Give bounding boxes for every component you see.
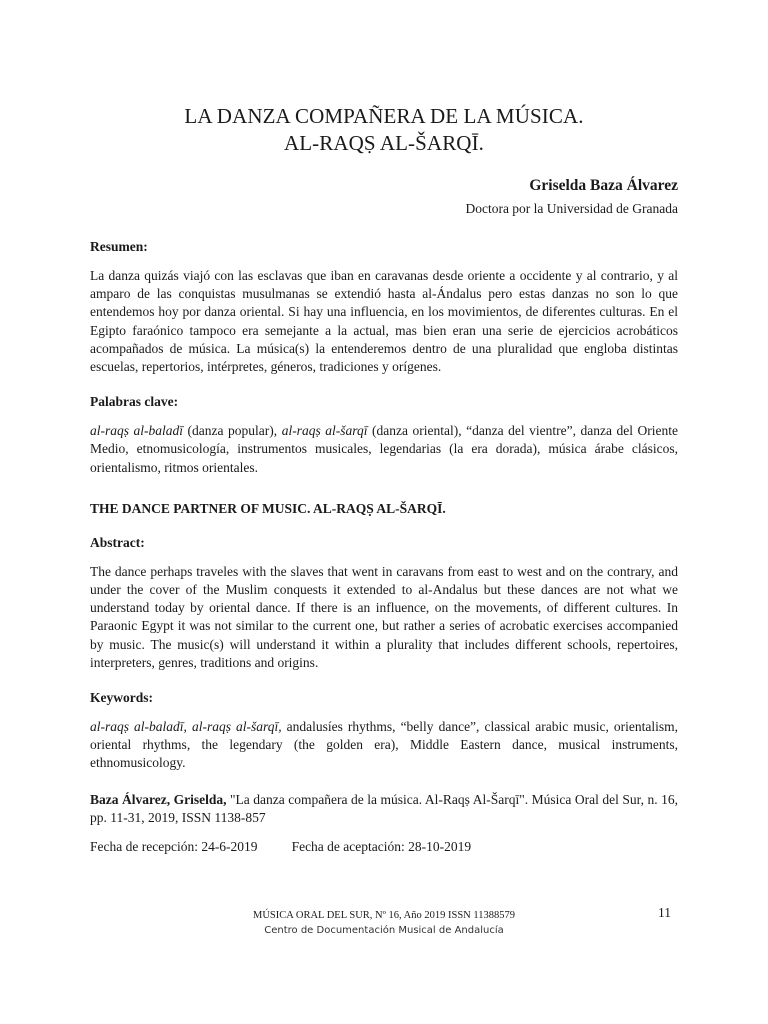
citation: [90, 791, 678, 827]
dates-line: [90, 839, 678, 855]
keywords-text: [90, 718, 678, 773]
page-footer: [0, 908, 768, 938]
acceptance-date: Fecha de aceptación: 28-10-2019: [291, 839, 472, 855]
palabras-clave-heading: Palabras clave:: [90, 394, 179, 410]
resumen-heading: Resumen:: [90, 239, 148, 254]
abstract-text: The dance perhaps traveles with the slaves that went in caravans from east to west and on the contrary, and under the cover of the Muslim conquests it extended to al-Andalus but these dances are not what we understand today by oriental dance. If there is an influence, on the movements, of different cultures. In Paraonic Egypt it was not similar to the current one, but rather a series of acrobatic exercises accompanied by music. The music(s) will understand it within a plurality that includes different schools, repertoires, interpreters, genres, traditions and origins.: [90, 563, 678, 670]
citation-text: "La danza compañera de la música. Al-Raqṣ Al-Šarqī". Música Oral del Sur, n. 16, pp. 11-31, 2019, ISSN 1138-857: [90, 791, 678, 825]
english-title: THE DANCE PARTNER OF MUSIC. AL-RAQṢ AL-ŠARQĪ.: [90, 500, 446, 516]
keyword-text-1: (danza popular),: [183, 423, 282, 439]
article-page: [90, 0, 678, 855]
title-line-2: AL-RAQṢ AL-ŠARQĪ.: [283, 131, 485, 155]
keywords-heading: Keywords:: [90, 690, 153, 706]
resumen-text: La danza quizás viajó con las esclavas que iban en caravanas desde oriente a occidente y al contrario, y al amparo de las conquistas musulmanas se extendió hasta al-Ándalus pero estas danzas no son lo que entendemos hoy por danza oriental. Si hay una influencia, en los movimientos, de diferentes culturas. En el Egipto faraónico tampoco era semejante a la actual, mas bien eran una serie de ejercicios acrobáticos acompañados de música. La música(s) la entenderemos dentro de una pluralidad que engloba distintas escuelas, repertorios, intérpretes, géneros, tradiciones y orígenes.: [90, 268, 678, 375]
author-affiliation: Doctora por la Universidad de Granada: [465, 201, 678, 216]
reception-date: Fecha de recepción: 24-6-2019: [90, 839, 258, 855]
footer-journal: MÚSICA ORAL DEL SUR, Nº 16, Año 2019 ISSN 11388579: [253, 910, 515, 921]
title-line-1: LA DANZA COMPAÑERA DE LA MÚSICA.: [184, 104, 584, 128]
keyword-sarqi: al-raqṣ al-šarqī: [281, 423, 368, 439]
page-number: 11: [658, 905, 671, 920]
author-name: Griselda Baza Álvarez: [529, 177, 678, 194]
keyword-baladi: al-raqṣ al-baladī: [90, 423, 184, 439]
keyword-text-2: (danza oriental), “danza del vientre”, danza del Oriente Medio, etnomusicología, instrumentos musicales, legendarias (la era dorada), música árabe clásicos, orientalismo, ritmos orientales.: [90, 423, 678, 475]
palabras-clave-text: [90, 422, 678, 477]
keywords-terms: al-raqṣ al-baladī, al-raqṣ al-šarqī,: [90, 719, 282, 735]
footer-center: Centro de Documentación Musical de Andalucía: [264, 925, 504, 936]
abstract-heading: Abstract:: [90, 534, 145, 550]
citation-author: Baza Álvarez, Griselda,: [90, 791, 227, 807]
article-title: [90, 103, 678, 157]
keywords-rest: andalusíes rhythms, “belly dance”, classical arabic music, orientalism, oriental rhythms, the legendary (the golden era), Middle Eastern dance, musical instruments, ethnomusicology.: [90, 719, 678, 771]
